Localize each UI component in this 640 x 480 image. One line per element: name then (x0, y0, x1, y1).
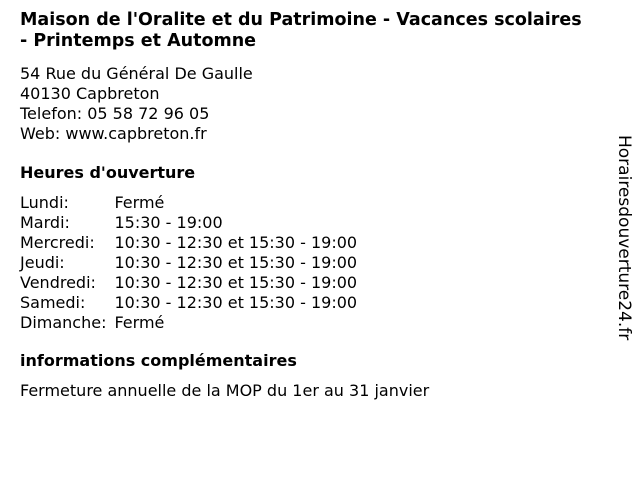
hours-day: Vendredi: (20, 273, 96, 292)
hours-time: 10:30 - 12:30 et 15:30 - 19:00 (114, 233, 358, 252)
hours-day: Jeudi: (20, 253, 65, 272)
hours-time: 10:30 - 12:30 et 15:30 - 19:00 (114, 293, 358, 312)
hours-row (20, 253, 357, 273)
content (20, 10, 592, 401)
hours-time: 10:30 - 12:30 et 15:30 - 19:00 (114, 273, 358, 292)
address-phone: Telefon: 05 58 72 96 05 (20, 104, 210, 123)
hours-time: 10:30 - 12:30 et 15:30 - 19:00 (114, 253, 358, 272)
site-watermark: Horairesdouverture24.fr (614, 135, 634, 341)
address-city: 40130 Capbreton (20, 84, 160, 103)
hours-day: Lundi: (20, 193, 69, 212)
hours-row (20, 313, 357, 333)
hours-day: Mardi: (20, 213, 70, 232)
hours-table (20, 193, 357, 333)
hours-row (20, 233, 357, 253)
address-street: 54 Rue du Général De Gaulle (20, 64, 253, 83)
hours-time: 15:30 - 19:00 (114, 213, 223, 232)
hours-row (20, 193, 357, 213)
page-title: Maison de l'Oralite et du Patrimoine - Vacances scolaires - Printemps et Automne (20, 10, 582, 51)
hours-heading: Heures d'ouverture (20, 163, 196, 182)
hours-day: Dimanche: (20, 313, 107, 332)
hours-row (20, 293, 357, 313)
info-text: Fermeture annuelle de la MOP du 1er au 31 janvier (20, 381, 430, 400)
hours-time: Fermé (114, 313, 165, 332)
address-block (20, 64, 592, 144)
info-heading: informations complémentaires (20, 351, 297, 370)
hours-row (20, 213, 357, 233)
hours-day: Samedi: (20, 293, 86, 312)
hours-time: Fermé (114, 193, 165, 212)
hours-row (20, 273, 357, 293)
hours-day: Mercredi: (20, 233, 95, 252)
address-web: Web: www.capbreton.fr (20, 124, 207, 143)
